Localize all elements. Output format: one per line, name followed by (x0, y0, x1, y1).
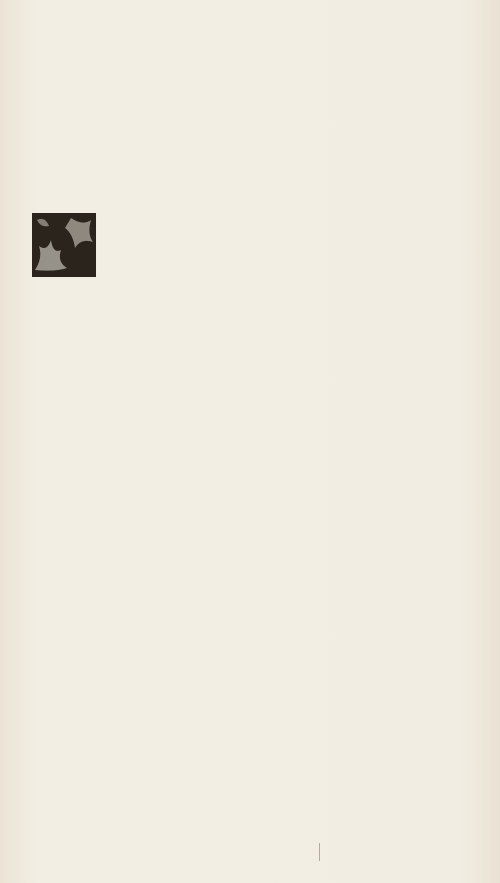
page-fold-mark (319, 843, 320, 861)
decorated-initial (31, 212, 97, 278)
ornamental-initial-icon (31, 212, 97, 278)
page-header (18, 10, 482, 34)
